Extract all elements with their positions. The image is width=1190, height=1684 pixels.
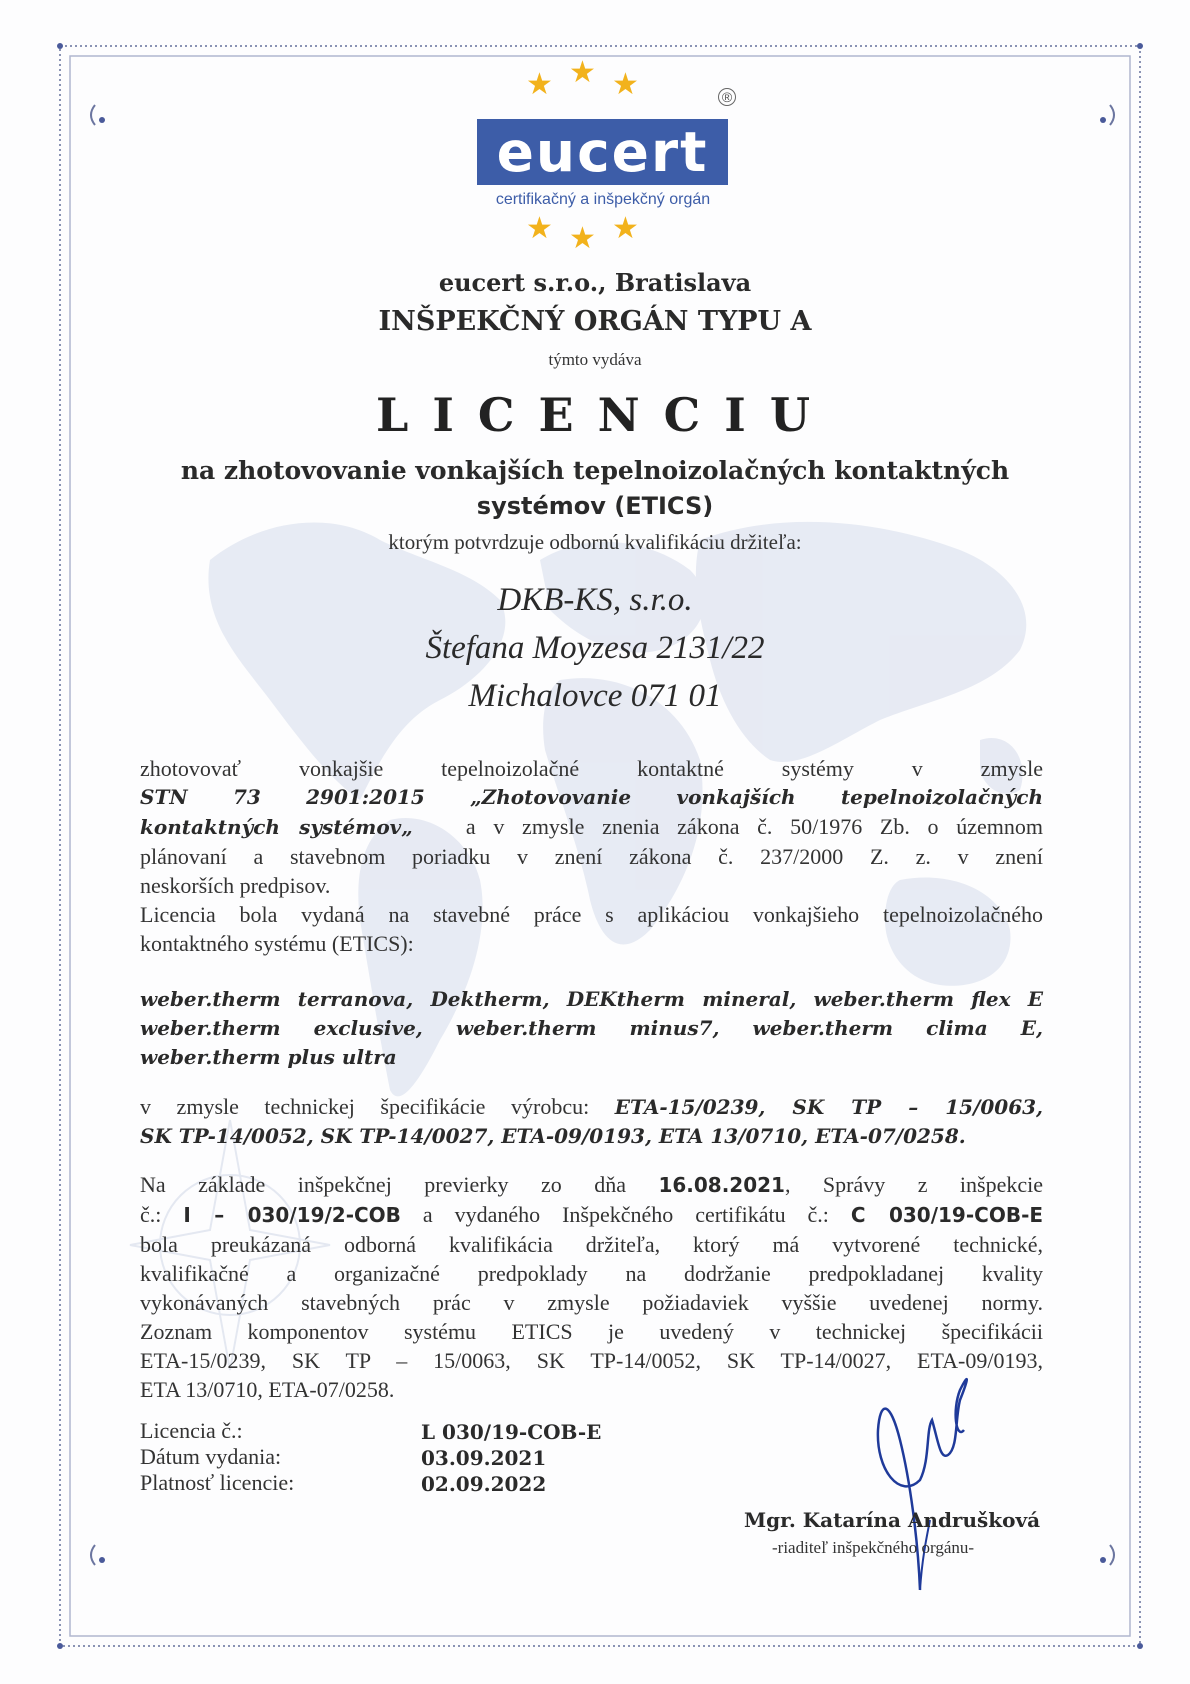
scope-line: Licencia bola vydaná na stavebné práce s aplikáciou vonkajšieho tepelnoizolačného: [140, 902, 1043, 927]
star-icon: ★: [526, 67, 553, 102]
scope-law: a v zmysle znenia zákona č. 50/1976 Zb. o územnom: [465, 814, 1044, 839]
star-icon: ★: [569, 55, 596, 90]
license-number-label: Licencia č.:: [140, 1418, 243, 1443]
issuer-body-type: INŠPEKČNÝ ORGÁN TYPU A: [378, 306, 812, 337]
inspection-date: 16.08.2021: [658, 1173, 785, 1197]
subject-line-1: na zhotovovanie vonkajších tepelnoizolačných kontaktných: [180, 456, 1010, 485]
issue-date-value: 03.09.2021: [421, 1446, 547, 1470]
subject-line-2: systémov (ETICS): [476, 492, 714, 520]
document-title: L I C E N C I U: [376, 388, 814, 442]
scope-line: neskorších predpisov.: [140, 873, 331, 898]
spec-line: [140, 1092, 1043, 1122]
spec-codes: ETA-15/0239, SK TP – 15/0063,: [614, 1095, 1044, 1119]
scope-line: kontaktného systému (ETICS):: [140, 931, 414, 956]
inspection-line: bola preukázaná odborná kvalifikácia držiteľa, ktorý má vytvorené technické,: [140, 1232, 1043, 1257]
confirm-text: ktorým potvrdzuje odbornú kvalifikáciu držiteľa:: [388, 530, 802, 554]
holder-city: Michalovce 071 01: [468, 678, 722, 714]
issuer-organization: eucert s.r.o., Bratislava: [438, 268, 752, 297]
inspection-line: Zoznam komponentov systému ETICS je uvedený v technickej špecifikácii: [140, 1319, 1043, 1344]
inspection-line: ETA-15/0239, SK TP – 15/0063, SK TP-14/0052, SK TP-14/0027, ETA-09/0193,: [140, 1348, 1043, 1373]
inspection-line: ETA 13/0710, ETA-07/0258.: [140, 1377, 395, 1402]
star-icon: ★: [526, 211, 553, 246]
star-icon: ★: [612, 67, 639, 102]
system-line: weber.therm exclusive, weber.therm minus7, weber.therm clima E,: [140, 1016, 1043, 1040]
inspection-line: vykonávaných stavebných prác v zmysle požiadaviek vyššie uvedenej normy.: [140, 1290, 1043, 1315]
scope-standard: STN 73 2901:2015 „Zhotovovanie vonkajších tepelnoizolačných: [140, 785, 1043, 809]
license-number-value: L 030/19-COB-E: [421, 1420, 602, 1444]
inspection-text: , Správy z inšpekcie: [784, 1172, 1043, 1197]
systems-list: [140, 985, 1043, 1072]
signatory-name: Mgr. Katarína Andrušková: [744, 1508, 1041, 1532]
scope-standard-cont: kontaktných systémov„: [140, 815, 413, 839]
validity-label: Platnosť licencie:: [140, 1470, 295, 1495]
logo-subtitle: certifikačný a inšpekčný orgán: [495, 191, 711, 208]
issues-text: týmto vydáva: [548, 350, 642, 369]
inspection-line: [140, 1200, 1043, 1230]
inspection-line: [140, 1170, 1043, 1200]
inspection-text: a vydaného Inšpekčného certifikátu č.:: [422, 1202, 829, 1227]
holder-street: Štefana Moyzesa 2131/22: [425, 630, 765, 666]
registered-mark: ®: [718, 88, 736, 106]
system-line: weber.therm terranova, Dektherm, DEKtherm mineral, weber.therm flex E: [140, 987, 1043, 1011]
certificate-number: C 030/19-COB-E: [850, 1203, 1044, 1227]
handwritten-signature: [860, 1360, 1010, 1600]
inspection-text: Na základe inšpekčnej previerky zo dňa: [140, 1172, 626, 1197]
holder-name: DKB-KS, s.r.o.: [497, 582, 693, 618]
report-number: I – 030/19/2-COB: [183, 1203, 401, 1227]
validity-value: 02.09.2022: [421, 1472, 547, 1496]
signatory-role: -riaditeľ inšpekčného orgánu-: [772, 1538, 975, 1557]
star-icon: ★: [569, 221, 596, 256]
spec-text: v zmysle technickej špecifikácie výrobcu:: [140, 1094, 590, 1119]
system-line: weber.therm plus ultra: [140, 1045, 397, 1069]
scope-line: plánovaní a stavebnom poriadku v znení zákona č. 237/2000 Z. z. v znení: [140, 844, 1043, 869]
scope-line: zhotovovať vonkajšie tepelnoizolačné kontaktné systémy v zmysle: [140, 756, 1043, 781]
specification-paragraph: [140, 1092, 1043, 1151]
star-icon: ★: [612, 211, 639, 246]
eucert-logo: eucert: [477, 119, 728, 185]
scope-paragraph: [140, 754, 1043, 958]
issue-date-label: Dátum vydania:: [140, 1444, 282, 1469]
spec-codes: SK TP-14/0052, SK TP-14/0027, ETA-09/0193, ETA 13/0710, ETA-07/0258.: [140, 1124, 966, 1148]
inspection-text: č.:: [140, 1202, 162, 1227]
scope-line: [140, 812, 1043, 842]
inspection-line: kvalifikačné a organizačné predpoklady na dodržanie predpokladanej kvality: [140, 1261, 1043, 1286]
